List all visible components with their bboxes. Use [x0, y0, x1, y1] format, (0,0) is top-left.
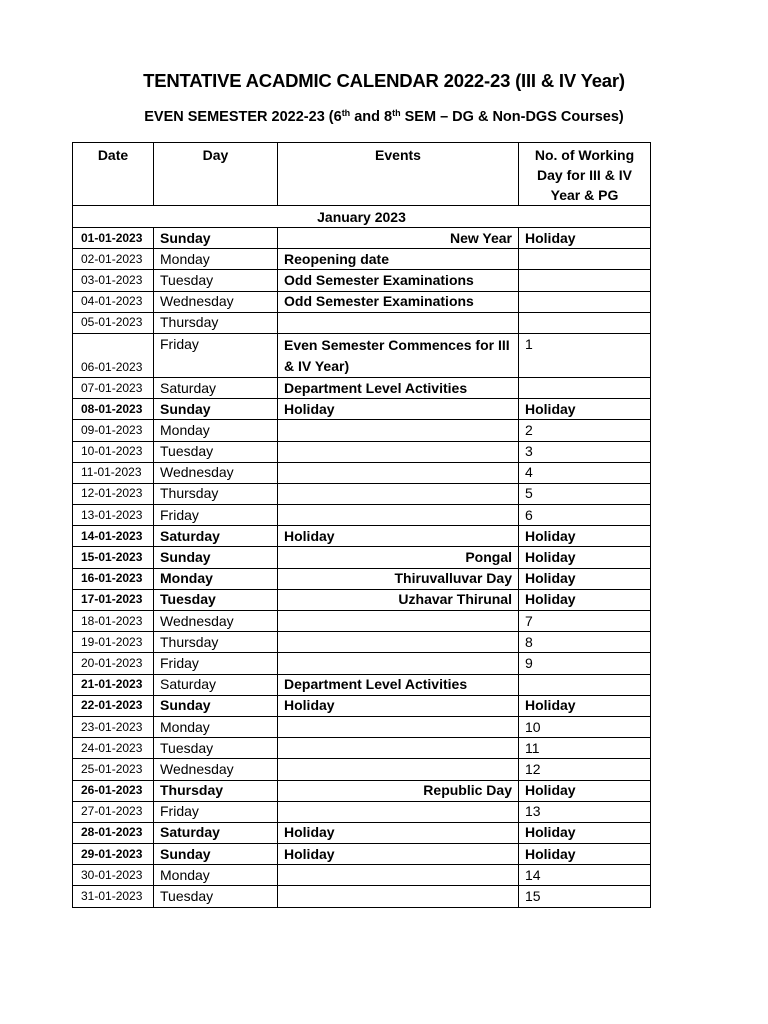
working-day-cell: Holiday	[519, 399, 651, 420]
working-day-cell	[519, 291, 651, 312]
event-cell: Department Level Activities	[278, 674, 519, 695]
date-cell: 13-01-2023	[73, 505, 154, 526]
working-day-cell	[519, 249, 651, 270]
working-day-cell: 4	[519, 462, 651, 483]
page-title: TENTATIVE ACADMIC CALENDAR 2022-23 (III & IV Year)	[143, 70, 625, 91]
working-day-cell: 10	[519, 716, 651, 737]
working-day-cell: 3	[519, 441, 651, 462]
event-cell	[278, 441, 519, 462]
table-row	[73, 462, 651, 483]
working-day-cell	[519, 270, 651, 291]
event-cell: Uzhavar Thirunal	[278, 589, 519, 610]
event-cell: Pongal	[278, 547, 519, 568]
event-cell	[278, 801, 519, 822]
day-cell: Tuesday	[154, 441, 278, 462]
date-cell: 28-01-2023	[73, 822, 154, 843]
working-day-cell	[519, 312, 651, 333]
table-row	[73, 291, 651, 312]
working-day-cell: 8	[519, 632, 651, 653]
table-row	[73, 377, 651, 398]
date-cell: 25-01-2023	[73, 759, 154, 780]
table-row	[73, 312, 651, 333]
day-cell: Tuesday	[154, 886, 278, 907]
event-cell	[278, 716, 519, 737]
date-cell: 06-01-2023	[73, 333, 154, 377]
subtitle-part1: EVEN SEMESTER 2022-23 (6	[144, 109, 342, 125]
date-cell: 05-01-2023	[73, 312, 154, 333]
working-day-cell	[519, 377, 651, 398]
table-row	[73, 653, 651, 674]
table-row	[73, 399, 651, 420]
date-cell: 30-01-2023	[73, 865, 154, 886]
working-day-cell: 6	[519, 505, 651, 526]
header-day: Day	[154, 143, 278, 206]
day-cell: Wednesday	[154, 462, 278, 483]
day-cell: Tuesday	[154, 589, 278, 610]
subtitle-part3: SEM – DG & Non-DGS Courses)	[400, 109, 624, 125]
table-row	[73, 822, 651, 843]
table-row	[73, 333, 651, 377]
day-cell: Thursday	[154, 312, 278, 333]
event-cell: Odd Semester Examinations	[278, 270, 519, 291]
table-row	[73, 526, 651, 547]
event-cell: Odd Semester Examinations	[278, 291, 519, 312]
date-cell: 01-01-2023	[73, 228, 154, 249]
table-row	[73, 632, 651, 653]
working-day-cell: 9	[519, 653, 651, 674]
table-row	[73, 589, 651, 610]
day-cell: Saturday	[154, 526, 278, 547]
day-cell: Tuesday	[154, 270, 278, 291]
day-cell: Thursday	[154, 483, 278, 504]
date-cell: 29-01-2023	[73, 844, 154, 865]
working-day-cell: 7	[519, 611, 651, 632]
date-cell: 15-01-2023	[73, 547, 154, 568]
event-cell	[278, 312, 519, 333]
date-cell: 08-01-2023	[73, 399, 154, 420]
working-day-cell: 15	[519, 886, 651, 907]
subtitle-sup2: th	[392, 108, 401, 118]
event-cell	[278, 420, 519, 441]
date-cell: 18-01-2023	[73, 611, 154, 632]
table-row	[73, 249, 651, 270]
event-cell: Holiday	[278, 844, 519, 865]
working-day-cell: 11	[519, 738, 651, 759]
date-cell: 20-01-2023	[73, 653, 154, 674]
day-cell: Sunday	[154, 399, 278, 420]
working-day-cell: Holiday	[519, 780, 651, 801]
working-day-cell: Holiday	[519, 822, 651, 843]
date-cell: 22-01-2023	[73, 695, 154, 716]
date-cell: 16-01-2023	[73, 568, 154, 589]
date-cell: 24-01-2023	[73, 738, 154, 759]
day-cell: Monday	[154, 865, 278, 886]
table-row	[73, 695, 651, 716]
day-cell: Sunday	[154, 695, 278, 716]
working-day-cell: 1	[519, 333, 651, 377]
day-cell: Friday	[154, 801, 278, 822]
event-cell: Holiday	[278, 399, 519, 420]
table-row	[73, 270, 651, 291]
working-day-cell: Holiday	[519, 695, 651, 716]
day-cell: Sunday	[154, 547, 278, 568]
day-cell: Wednesday	[154, 291, 278, 312]
day-cell: Saturday	[154, 674, 278, 695]
event-cell	[278, 611, 519, 632]
event-cell	[278, 865, 519, 886]
date-cell: 03-01-2023	[73, 270, 154, 291]
day-cell: Thursday	[154, 632, 278, 653]
event-cell	[278, 462, 519, 483]
event-cell: Republic Day	[278, 780, 519, 801]
date-cell: 17-01-2023	[73, 589, 154, 610]
date-cell: 09-01-2023	[73, 420, 154, 441]
event-cell	[278, 759, 519, 780]
event-cell	[278, 653, 519, 674]
table-row	[73, 568, 651, 589]
table-row	[73, 844, 651, 865]
day-cell: Saturday	[154, 822, 278, 843]
header-events: Events	[278, 143, 519, 206]
month-row	[73, 206, 651, 228]
working-day-cell: Holiday	[519, 568, 651, 589]
day-cell: Friday	[154, 505, 278, 526]
date-cell: 11-01-2023	[73, 462, 154, 483]
date-cell: 31-01-2023	[73, 886, 154, 907]
day-cell: Monday	[154, 420, 278, 441]
day-cell: Monday	[154, 716, 278, 737]
working-day-cell	[519, 674, 651, 695]
working-day-cell: 12	[519, 759, 651, 780]
table-row	[73, 865, 651, 886]
day-cell: Tuesday	[154, 738, 278, 759]
table-row	[73, 886, 651, 907]
working-day-cell: 2	[519, 420, 651, 441]
working-day-cell: 13	[519, 801, 651, 822]
table-row	[73, 780, 651, 801]
table-row	[73, 759, 651, 780]
event-cell	[278, 632, 519, 653]
date-cell: 04-01-2023	[73, 291, 154, 312]
day-cell: Friday	[154, 333, 278, 377]
table-row	[73, 228, 651, 249]
calendar-body	[73, 206, 651, 908]
day-cell: Saturday	[154, 377, 278, 398]
day-cell: Wednesday	[154, 611, 278, 632]
date-cell: 02-01-2023	[73, 249, 154, 270]
day-cell: Friday	[154, 653, 278, 674]
day-cell: Wednesday	[154, 759, 278, 780]
event-cell: Even Semester Commences for III & IV Year)	[278, 333, 519, 377]
subtitle-part2: and 8	[350, 109, 393, 125]
working-day-cell: Holiday	[519, 589, 651, 610]
subtitle-sup1: th	[341, 108, 351, 118]
date-cell: 26-01-2023	[73, 780, 154, 801]
table-row	[73, 505, 651, 526]
day-cell: Monday	[154, 249, 278, 270]
table-row	[73, 483, 651, 504]
day-cell: Monday	[154, 568, 278, 589]
date-cell: 19-01-2023	[73, 632, 154, 653]
event-cell: Thiruvalluvar Day	[278, 568, 519, 589]
working-day-cell: Holiday	[519, 228, 651, 249]
day-cell: Sunday	[154, 228, 278, 249]
event-cell: New Year	[278, 228, 519, 249]
date-cell: 21-01-2023	[73, 674, 154, 695]
event-cell	[278, 505, 519, 526]
table-row	[73, 738, 651, 759]
event-cell: Holiday	[278, 526, 519, 547]
date-cell: 07-01-2023	[73, 377, 154, 398]
working-day-cell: Holiday	[519, 526, 651, 547]
date-cell: 10-01-2023	[73, 441, 154, 462]
table-row	[73, 547, 651, 568]
date-cell: 14-01-2023	[73, 526, 154, 547]
header-row	[73, 143, 651, 206]
table-row	[73, 611, 651, 632]
working-day-cell: 5	[519, 483, 651, 504]
event-cell: Holiday	[278, 822, 519, 843]
date-cell: 12-01-2023	[73, 483, 154, 504]
event-cell	[278, 483, 519, 504]
table-row	[73, 716, 651, 737]
event-cell	[278, 738, 519, 759]
date-cell: 27-01-2023	[73, 801, 154, 822]
month-label: January 2023	[73, 206, 651, 228]
day-cell: Sunday	[154, 844, 278, 865]
event-cell	[278, 886, 519, 907]
table-row	[73, 674, 651, 695]
working-day-cell: 14	[519, 865, 651, 886]
calendar-table	[72, 142, 651, 908]
day-cell: Thursday	[154, 780, 278, 801]
table-row	[73, 441, 651, 462]
header-date: Date	[73, 143, 154, 206]
page-subtitle	[0, 109, 768, 125]
event-cell: Reopening date	[278, 249, 519, 270]
event-cell: Holiday	[278, 695, 519, 716]
event-cell: Department Level Activities	[278, 377, 519, 398]
header-working-days: No. of Working Day for III & IV Year & PG	[519, 143, 651, 206]
date-cell: 23-01-2023	[73, 716, 154, 737]
working-day-cell: Holiday	[519, 844, 651, 865]
working-day-cell: Holiday	[519, 547, 651, 568]
table-row	[73, 420, 651, 441]
table-row	[73, 801, 651, 822]
